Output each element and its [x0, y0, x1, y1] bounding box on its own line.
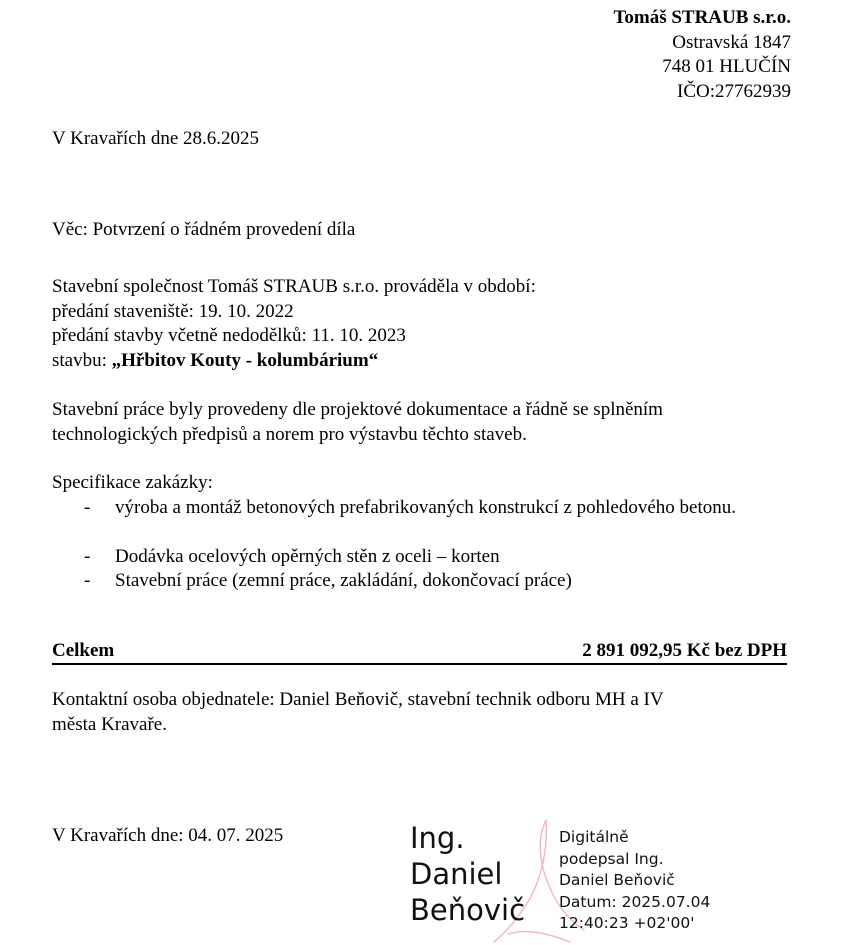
stamp-line: podepsal Ing.: [559, 849, 664, 868]
sender-ico: IČO:27762939: [677, 80, 791, 102]
spec-item-text: Dodávka ocelových opěrných stěn z oceli – korten: [115, 545, 500, 567]
statement-line-2: technologických předpisů a norem pro výstavbu těchto staveb.: [52, 423, 527, 445]
total-label: Celkem: [52, 640, 115, 661]
spec-heading: Specifikace zakázky:: [52, 472, 213, 493]
signature-name-line: Daniel: [410, 857, 503, 891]
signature-name-line: Beňovič: [410, 893, 526, 927]
statement-line-1: Stavební práce byly provedeny dle projektové dokumentace a řádně se splněním: [52, 399, 663, 420]
place-date: V Kravařích dne 28.6.2025: [52, 128, 260, 149]
spec-item-text: výroba a montáž betonových prefabrikovaných konstrukcí z pohledového betonu.: [115, 496, 737, 518]
total-row: [52, 639, 787, 665]
list-dash: -: [84, 545, 91, 567]
total-amount: 2 891 092,95 Kč bez DPH: [582, 640, 787, 661]
stamp-line: Digitálně: [559, 828, 629, 846]
signature-name: [410, 820, 525, 928]
intro-line-1: Stavební společnost Tomáš STRAUB s.r.o. prováděla v období:: [52, 276, 536, 297]
sender-city: 748 01 HLUČÍN: [662, 56, 791, 77]
sender-name: Tomáš STRAUB s.r.o.: [613, 7, 791, 28]
intro-line-2: předání staveniště: 19. 10. 2022: [52, 300, 294, 322]
stamp-line: Daniel Beňovič: [559, 871, 675, 889]
signature-stamp: [559, 827, 710, 935]
sender-address: [613, 6, 791, 104]
stavba-name: „Hřbitov Kouty - kolumbárium“: [111, 349, 379, 371]
stamp-line: 12:40:23 +02'00': [559, 914, 695, 932]
contact-line-2: města Kravaře.: [52, 713, 167, 735]
closing-date: V Kravařích dne: 04. 07. 2025: [52, 825, 284, 846]
stavba-label: stavbu:: [52, 349, 112, 371]
subject-line: Věc: Potvrzení o řádném provedení díla: [52, 219, 356, 240]
spec-item-text: Stavební práce (zemní práce, zakládání, dokončovací práce): [115, 570, 572, 591]
contact-line-1: Kontaktní osoba objednatele: Daniel Beňovič, stavební technik odboru MH a IV: [52, 689, 664, 710]
stavba-line: [52, 349, 378, 374]
stamp-line: Datum: 2025.07.04: [559, 892, 711, 911]
sender-street: Ostravská 1847: [672, 31, 791, 53]
list-dash: -: [84, 570, 91, 591]
signature-name-line: Ing.: [410, 821, 465, 855]
list-dash: -: [84, 496, 91, 518]
intro-line-3: předání stavby včetně nedodělků: 11. 10. 2023: [52, 325, 406, 346]
